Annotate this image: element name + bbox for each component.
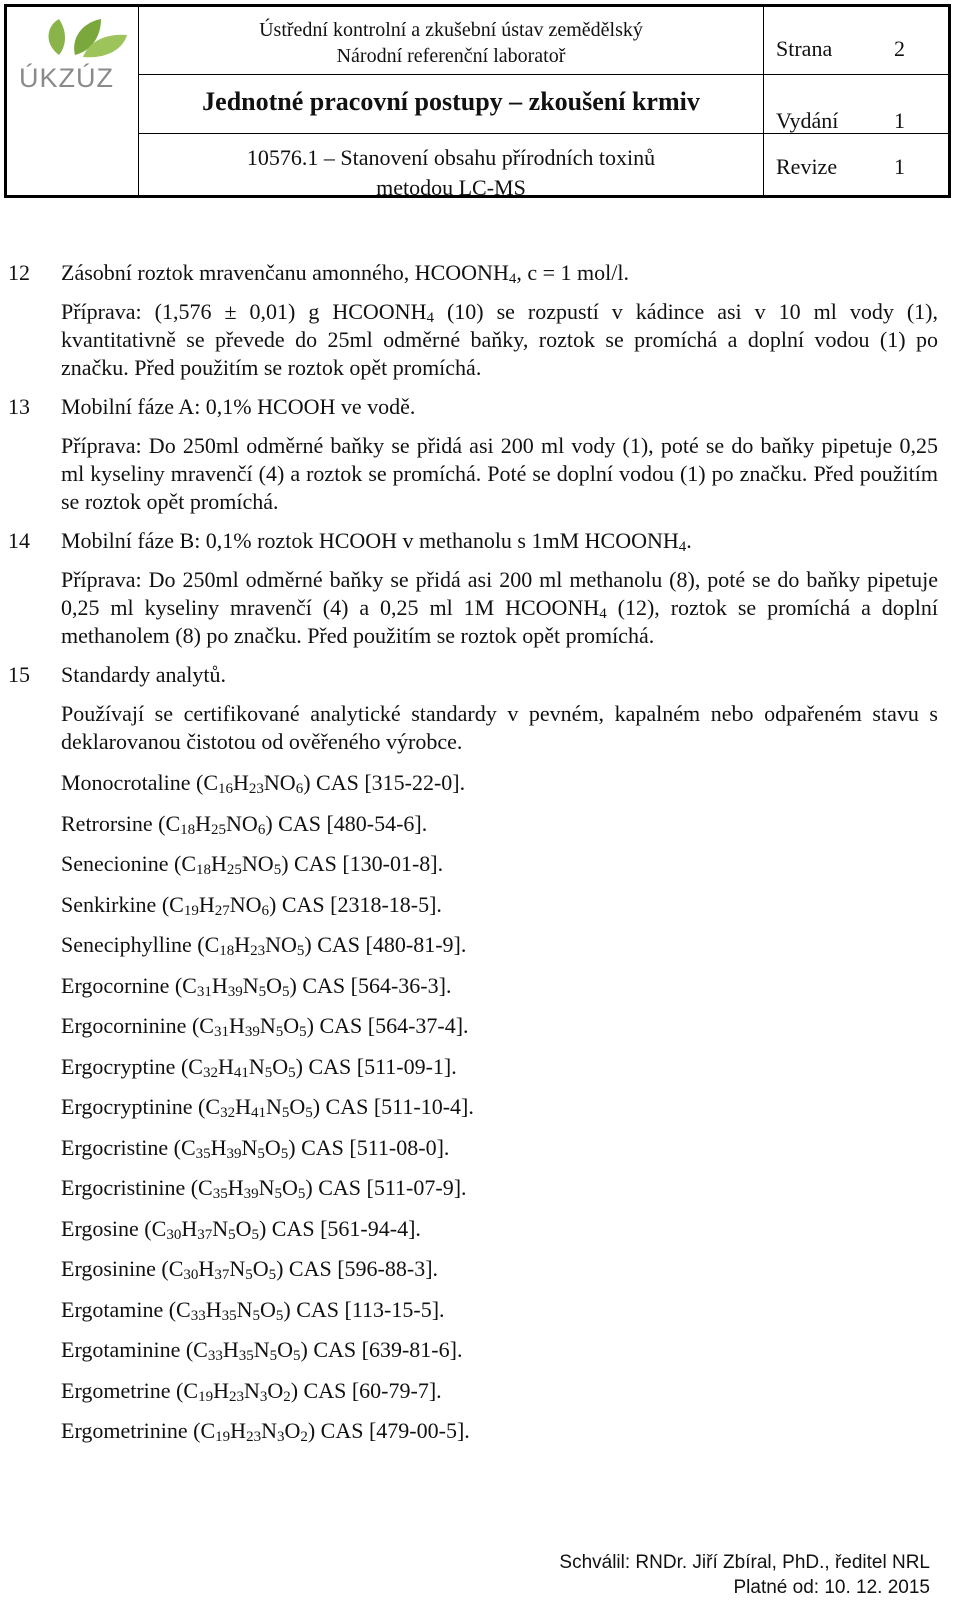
subscript: 32 [202,1064,218,1081]
text-segment: N [253,1337,270,1362]
text-segment: ) CAS [511-09-1]. [295,1053,457,1079]
method-title [139,143,763,203]
subscript: 35 [195,1145,211,1162]
text-segment: N [243,1377,260,1403]
text-segment: N [242,972,259,998]
text-segment: Ergocryptine (C [61,1053,203,1079]
text-segment: Ergosine (C [61,1215,167,1241]
logo-leaf-left [49,19,66,55]
subscript: 5 [274,1186,283,1202]
subscript: 25 [211,821,227,838]
subscript: 19 [183,902,199,919]
subscript: 6 [257,821,266,838]
text-segment: ) CAS [564-37-4]. [306,1013,469,1038]
subscript: 23 [246,1429,262,1445]
numbered-item [0,392,960,421]
subscript: 5 [252,1307,261,1324]
institute-name: Ústřední kontrolní a zkušební ústav zemědělský [259,19,643,41]
subscript: 35 [238,1348,254,1364]
text-segment: H [211,851,227,876]
page-value: 2 [894,36,905,61]
text-segment: O [264,1134,281,1160]
text-segment: H [222,1337,239,1362]
subscript: 5 [293,1348,301,1364]
text-segment: ) CAS [479-00-5]. [307,1418,470,1443]
text-segment: O [284,1418,301,1443]
divider [139,133,763,134]
subscript: 5 [257,1145,265,1162]
laboratory-name: Národní referenční laboratoř [336,45,566,67]
text-segment: H [227,1175,244,1200]
subscript: 5 [251,1226,259,1243]
text-segment: (12), roztok se promíchá a doplní methanolem (8) po značku. Před použitím se roztok opět promíchá. [61,595,938,648]
text-segment: Ergocristinine (C [61,1175,213,1200]
text-segment: Používají se certifikované analytické standardy v pevném, kapalném nebo odpařeném stavu s deklarovanou čistotou od ověřeného výrobce. [61,701,938,754]
subscript: 4 [599,606,607,622]
subscript: 5 [273,862,282,878]
divider [764,74,948,75]
subscript: 30 [183,1267,199,1283]
ukzuz-logo [15,15,139,93]
text-segment: H [211,972,228,998]
standard-entry [61,890,960,920]
page-label: Strana [776,36,833,61]
numbered-item [0,258,960,287]
subscript: 5 [288,1064,296,1081]
text-segment: NO [263,770,296,795]
text-segment: ) CAS [561-94-4]. [258,1215,421,1241]
document-title: Jednotné pracovní postupy – zkoušení krmiv [202,87,700,116]
text-segment: Ergotamine (C [61,1296,191,1322]
item-heading [61,392,938,421]
standard-entry [61,1133,960,1163]
subscript: 5 [275,1307,284,1324]
subscript: 5 [228,1226,236,1243]
subscript: 33 [190,1307,206,1324]
text-segment: Mobilní fáze B: 0,1% roztok HCOOH v methanolu s 1mM HCOONH [61,528,679,553]
text-segment: H [198,1256,215,1281]
text-segment: H [210,1134,227,1160]
item-heading [61,660,938,689]
text-segment: N [248,1053,265,1079]
text-segment: ) CAS [113-15-5]. [283,1296,445,1322]
text-segment: Ergocorninine (C [61,1013,214,1038]
revision-label: Revize [776,154,838,179]
subscript: 39 [244,1024,260,1040]
text-segment: Seneciphylline (C [61,932,220,957]
meta-cell [764,7,948,195]
edition-label: Vydání [776,108,839,133]
subscript: 5 [297,1186,306,1202]
standard-entry [61,809,960,839]
subscript: 41 [250,1105,266,1121]
standard-entry [61,849,960,879]
text-segment: ) CAS [596-88-3]. [276,1256,439,1281]
item-paragraph [61,566,938,650]
subscript: 6 [295,781,304,797]
item-paragraph [61,700,938,756]
approved-by: Schválil: RNDr. Jiří Zbíral, PhD., ředitel NRL [559,1552,930,1573]
text-segment: Ergocristine (C [61,1134,196,1160]
text-segment: ) CAS [511-07-9]. [305,1175,467,1200]
subscript: 37 [197,1226,213,1243]
standard-entry [61,1254,960,1284]
text-segment: ) CAS [511-10-4]. [312,1094,474,1119]
text-segment: H [181,1215,198,1241]
subscript: 5 [258,983,267,1000]
subscript: 35 [221,1307,237,1324]
subscript: 41 [233,1064,249,1081]
text-segment: (10) se rozpustí v kádince asi v 10 ml vody (1), kvantitativně se převede do 25ml odměrné baňky, roztok se promíchá a doplní vodou (1) po značku. Před použitím se roztok opět promíchá. [61,299,939,380]
subscript: 5 [281,1105,290,1121]
subscript: 3 [276,1429,285,1445]
text-segment: ) CAS [480-81-9]. [304,932,467,957]
method-line-2: metodou LC-MS [376,175,526,200]
subscript: 5 [245,1267,253,1283]
subscript: 5 [264,1064,273,1081]
text-segment: Standardy analytů. [61,662,226,687]
item-paragraph [61,432,938,516]
text-segment: Ergometrine (C [61,1377,199,1403]
subscript: 2 [300,1429,308,1445]
item-heading [61,526,938,555]
text-segment: Ergotaminine (C [61,1337,208,1362]
text-segment: ) CAS [511-08-0]. [288,1134,450,1160]
text-segment: H [235,1094,251,1119]
text-segment: O [272,1053,289,1079]
subscript: 32 [220,1105,236,1121]
text-segment: H [205,1296,222,1322]
standard-entry [61,930,960,960]
numbered-item [0,526,960,555]
divider [139,74,763,75]
text-segment: O [260,1296,276,1322]
item-number: 13 [8,394,30,419]
subscript: 18 [196,862,212,878]
subscript: 39 [243,1186,259,1202]
subscript: 19 [215,1429,231,1445]
subscript: 4 [508,271,517,287]
text-segment: O [282,1175,298,1200]
standard-entry [61,1214,960,1244]
text-segment: N [259,1013,276,1038]
text-segment: NO [241,851,274,876]
item-number: 14 [8,528,30,553]
subscript: 23 [250,943,266,959]
text-segment: , c = 1 mol/l. [516,260,629,285]
subscript: 39 [227,983,243,1000]
text-segment: O [289,1094,306,1119]
text-segment: N [258,1175,275,1200]
item-number: 15 [8,662,30,687]
standard-entry [61,1173,960,1203]
revision-value: 1 [894,154,905,179]
text-segment: ) CAS [2318-18-5]. [269,891,442,917]
text-segment: . [686,528,692,553]
text-segment: Ergocryptinine (C [61,1094,221,1119]
item-heading [61,258,938,287]
subscript: 27 [214,902,230,919]
text-segment: ) CAS [315-22-0]. [303,770,466,795]
text-segment: H [217,1053,234,1079]
text-segment: N [261,1418,277,1443]
standard-entry [61,1335,960,1365]
standard-entry [61,1092,960,1122]
text-segment: Příprava: Do 250ml odměrné baňky se přidá asi 200 ml vody (1), poté se do baňky pipetuje 0,25 ml kyseliny mravenčí (4) a roztok se promíchá. Poté se doplní vodou (1) po značku. Před použitím se roztok opět promíchá. [61,433,938,514]
subscript: 30 [166,1226,182,1243]
text-segment: O [235,1215,252,1241]
text-segment: ) CAS [130-01-8]. [281,851,444,876]
text-segment: O [277,1337,294,1362]
subscript: 6 [261,902,269,919]
subscript: 31 [213,1024,229,1040]
item-paragraph [61,298,938,382]
standard-entry [61,1416,960,1446]
text-segment: Retrorsine (C [61,810,181,836]
standard-entry [61,1295,960,1325]
subscript: 5 [275,1024,284,1040]
subscript: 35 [212,1186,228,1202]
text-segment: NO [265,932,297,957]
text-segment: O [266,972,283,998]
valid-from: Platné od: 10. 12. 2015 [733,1577,930,1598]
subscript: 2 [283,1388,291,1405]
document-body [0,258,960,1457]
logo-cell [7,7,139,195]
text-segment: O [252,1256,269,1281]
subscript: 5 [269,1348,278,1364]
text-segment: H [228,1013,245,1038]
text-segment: N [212,1215,229,1241]
text-segment: NO [226,810,258,836]
subscript: 5 [305,1105,313,1121]
text-segment: N [236,1296,253,1322]
text-segment: H [213,1377,229,1403]
text-segment: N [229,1256,246,1281]
subscript: 5 [299,1024,307,1040]
text-segment: O [283,1013,300,1038]
standard-entry [61,768,960,798]
text-segment: H [198,891,215,917]
text-segment: ) CAS [564-36-3]. [289,972,452,998]
text-segment: ) CAS [639-81-6]. [300,1337,463,1362]
subscript: 25 [226,862,242,878]
text-segment: Ergosinine (C [61,1256,184,1281]
subscript: 18 [219,943,235,959]
subscript: 5 [282,983,290,1000]
divider [764,133,948,134]
subscript: 5 [268,1267,277,1283]
text-segment: Monocrotaline (C [61,770,219,795]
logo-text: ÚKZÚZ [19,63,114,93]
text-segment: Senecionine (C [61,851,197,876]
edition-value: 1 [894,108,905,133]
method-line-1: 10576.1 – Stanovení obsahu přírodních toxinů [246,145,656,170]
subscript: 39 [226,1145,242,1162]
text-segment: H [230,1418,247,1443]
standard-entry [61,971,960,1001]
subscript: 37 [214,1267,230,1283]
text-segment: O [267,1377,284,1403]
subscript: 5 [296,943,305,959]
subscript: 4 [426,310,434,326]
standard-entry [61,1011,960,1041]
text-segment: ) CAS [480-54-6]. [265,810,428,836]
text-segment: Ergometrinine (C [61,1418,216,1443]
text-segment: H [234,932,251,957]
subscript: 16 [218,781,234,797]
subscript: 4 [678,539,687,555]
subscript: 31 [196,983,212,1000]
text-segment: NO [229,891,262,917]
title-cell [139,7,764,200]
text-segment: Příprava: Do 250ml odměrné baňky se přidá asi 200 ml methanolu (8), poté se do baňky pipetuje 0,25 ml kyseliny mravenčí (4) a 0,25 ml 1M HCOONH [61,567,938,620]
subscript: 19 [198,1388,214,1405]
numbered-item [0,660,960,689]
subscript: 33 [207,1348,223,1364]
subscript: 5 [280,1145,289,1162]
standard-entry [61,1376,960,1406]
document-header [4,4,951,198]
text-segment: H [195,810,212,836]
text-segment: Ergocornine (C [61,972,197,998]
text-segment: H [233,770,249,795]
text-segment: Senkirkine (C [61,891,184,917]
subscript: 3 [259,1388,268,1405]
text-segment: Zásobní roztok mravenčanu amonného, HCOONH [61,260,509,285]
subscript: 23 [248,781,264,797]
item-number: 12 [8,260,30,285]
text-segment: ) CAS [60-79-7]. [290,1377,442,1403]
standards-list [0,768,960,1446]
subscript: 18 [180,821,196,838]
text-segment: Příprava: (1,576 ± 0,01) g HCOONH [61,299,427,324]
text-segment: N [241,1134,258,1160]
standard-entry [61,1052,960,1082]
text-segment: N [265,1094,282,1119]
text-segment: Mobilní fáze A: 0,1% HCOOH ve vodě. [61,394,416,419]
subscript: 23 [228,1388,244,1405]
